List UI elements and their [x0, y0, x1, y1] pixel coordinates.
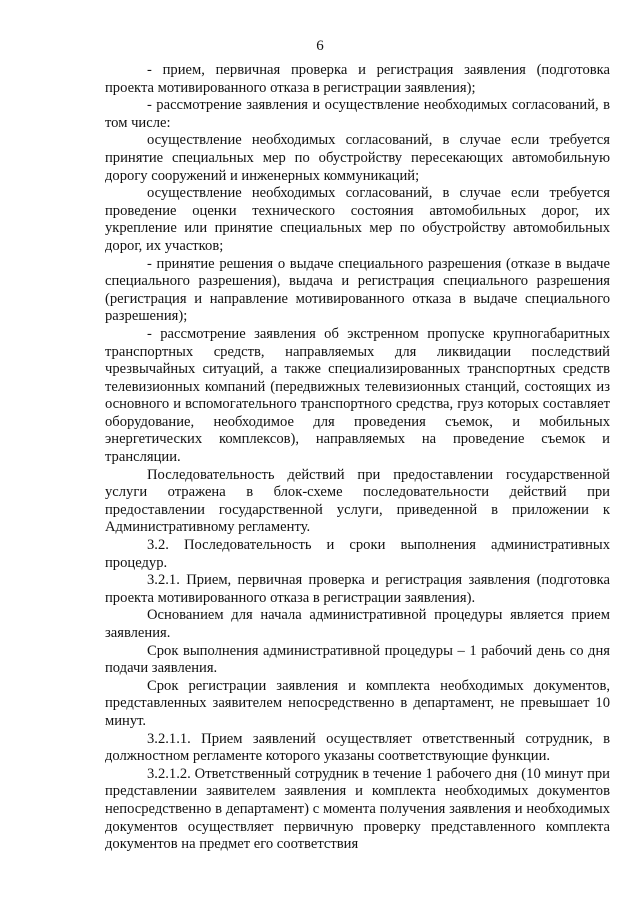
paragraph: осуществление необходимых согласований, в случае если требуется принятие специальных мер по обустройству пересекающих автомобильную дорогу сооружений и инженерных коммуникаций;: [105, 132, 610, 184]
paragraph: 3.2.1.2. Ответственный сотрудник в течение 1 рабочего дня (10 минут при представлении заявителем заявления и комплекта необходимых документов непосредственно в департамент) с момента получения заявления и необходимых документов осуществляет первичную проверку представленного комплекта документов на предмет его соответствия: [105, 765, 610, 853]
page-number: 6: [316, 38, 324, 54]
paragraph: Срок регистрации заявления и комплекта необходимых документов, представленных заявителем непосредственно в департамент, не превышает 10 минут.: [105, 677, 610, 729]
paragraph: Последовательность действий при предоставлении государственной услуги отражена в блок-схеме последовательности действий при предоставлении государственной услуги, приведенной в приложении к Административному регламенту.: [105, 466, 610, 536]
paragraph: 3.2. Последовательность и сроки выполнения административных процедур.: [105, 537, 610, 571]
paragraph: Основанием для начала административной процедуры является прием заявления.: [105, 607, 610, 641]
paragraph: Срок выполнения административной процедуры – 1 рабочий день со дня подачи заявления.: [105, 642, 610, 677]
paragraph: 3.2.1.1. Прием заявлений осуществляет ответственный сотрудник, в должностном регламенте которого указаны соответствующие функции.: [105, 730, 610, 765]
paragraph: 3.2.1. Прием, первичная проверка и регистрация заявления (подготовка проекта мотивированного отказа в регистрации заявления).: [105, 572, 610, 606]
paragraph: - прием, первичная проверка и регистрация заявления (подготовка проекта мотивированного отказа в регистрации заявления);: [105, 62, 610, 96]
paragraph: - рассмотрение заявления об экстренном пропуске крупногабаритных транспортных средств, направляемых для ликвидации последствий чрезвычайных ситуаций, а также специализированных транспортных средств телевизионных компаний (передвижных телевизионных станций, состоящих из основного и вспомогательного транспортного средства, груз которых составляет оборудование, необходимое для проведения съемок, и мобильных энергетических комплексов), направляемых на проведение съемок и трансляции.: [105, 325, 610, 466]
paragraph: - принятие решения о выдаче специального разрешения (отказе в выдаче специального разрешения), выдача и регистрация специального разрешения (регистрация и направление мотивированного отказа в выдаче специального разрешения);: [105, 255, 610, 325]
paragraph: - рассмотрение заявления и осуществление необходимых согласований, в том числе:: [105, 97, 610, 131]
paragraph: осуществление необходимых согласований, в случае если требуется проведение оценки технического состояния автомобильных дорог, их укрепление или принятие специальных мер по обустройству автомобильных дорог, их участков;: [105, 185, 610, 254]
document-body: [105, 62, 610, 854]
